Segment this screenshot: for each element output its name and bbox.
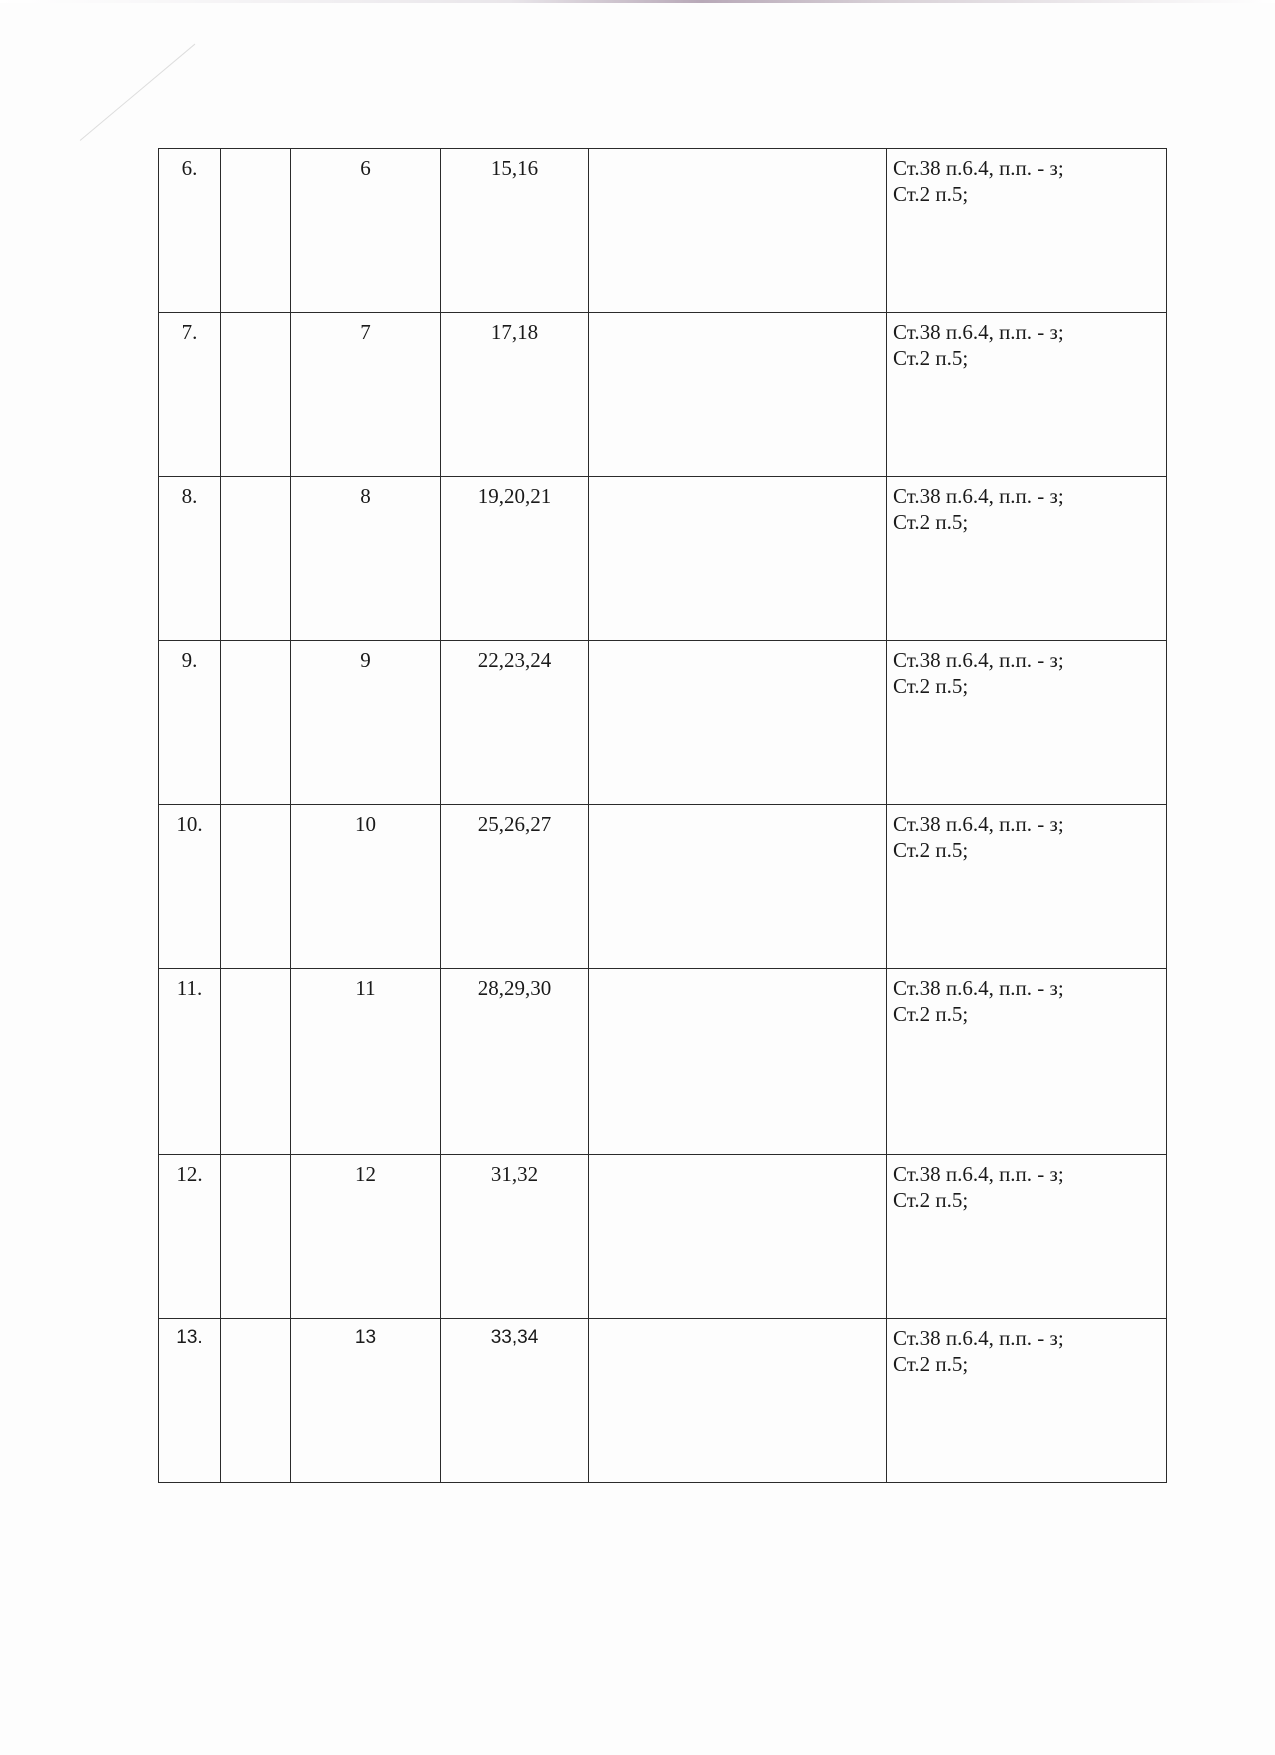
empty-cell [221,1319,291,1483]
table-row [159,641,1167,805]
item-id: 6 [291,149,441,313]
row-number: 13. [159,1319,221,1483]
page-numbers: 15,16 [441,149,589,313]
table-row [159,477,1167,641]
document-table [158,148,1167,1483]
table-row [159,805,1167,969]
reference-line-1: Ст.38 п.6.4, п.п. - з; [893,320,1064,344]
empty-cell [221,969,291,1155]
page-numbers: 33,34 [441,1319,589,1483]
legal-reference [887,1155,1167,1319]
row-number: 11. [159,969,221,1155]
reference-line-2: Ст.2 п.5; [893,182,969,206]
legal-reference [887,313,1167,477]
item-id: 7 [291,313,441,477]
item-id: 10 [291,805,441,969]
table-row [159,313,1167,477]
legal-reference [887,641,1167,805]
scan-artifact-line [80,44,196,141]
item-id: 12 [291,1155,441,1319]
reference-line-2: Ст.2 п.5; [893,1352,969,1376]
row-number: 10. [159,805,221,969]
row-number: 6. [159,149,221,313]
page-numbers: 19,20,21 [441,477,589,641]
blank-cell [589,641,887,805]
empty-cell [221,1155,291,1319]
reference-line-2: Ст.2 п.5; [893,1002,969,1026]
blank-cell [589,477,887,641]
empty-cell [221,149,291,313]
empty-cell [221,313,291,477]
empty-cell [221,477,291,641]
blank-cell [589,1319,887,1483]
reference-line-2: Ст.2 п.5; [893,346,969,370]
table-row [159,969,1167,1155]
legal-reference [887,969,1167,1155]
reference-line-1: Ст.38 п.6.4, п.п. - з; [893,1162,1064,1186]
reference-line-2: Ст.2 п.5; [893,1188,969,1212]
page-numbers: 25,26,27 [441,805,589,969]
legal-reference [887,1319,1167,1483]
reference-line-1: Ст.38 п.6.4, п.п. - з; [893,1326,1064,1350]
reference-line-1: Ст.38 п.6.4, п.п. - з; [893,976,1064,1000]
reference-line-2: Ст.2 п.5; [893,838,969,862]
empty-cell [221,805,291,969]
legal-reference [887,805,1167,969]
page-numbers: 17,18 [441,313,589,477]
blank-cell [589,149,887,313]
table-row [159,149,1167,313]
blank-cell [589,1155,887,1319]
row-number: 9. [159,641,221,805]
page-numbers: 31,32 [441,1155,589,1319]
row-number: 8. [159,477,221,641]
reference-line-2: Ст.2 п.5; [893,674,969,698]
row-number: 12. [159,1155,221,1319]
item-id: 9 [291,641,441,805]
blank-cell [589,805,887,969]
legal-reference [887,149,1167,313]
empty-cell [221,641,291,805]
reference-line-1: Ст.38 п.6.4, п.п. - з; [893,648,1064,672]
page-numbers: 22,23,24 [441,641,589,805]
reference-line-1: Ст.38 п.6.4, п.п. - з; [893,812,1064,836]
table-row [159,1319,1167,1483]
page-numbers: 28,29,30 [441,969,589,1155]
reference-line-1: Ст.38 п.6.4, п.п. - з; [893,156,1064,180]
scan-top-edge [0,0,1275,3]
item-id: 11 [291,969,441,1155]
blank-cell [589,969,887,1155]
legal-reference [887,477,1167,641]
reference-line-2: Ст.2 п.5; [893,510,969,534]
item-id: 13 [291,1319,441,1483]
blank-cell [589,313,887,477]
table-row [159,1155,1167,1319]
row-number: 7. [159,313,221,477]
item-id: 8 [291,477,441,641]
reference-line-1: Ст.38 п.6.4, п.п. - з; [893,484,1064,508]
